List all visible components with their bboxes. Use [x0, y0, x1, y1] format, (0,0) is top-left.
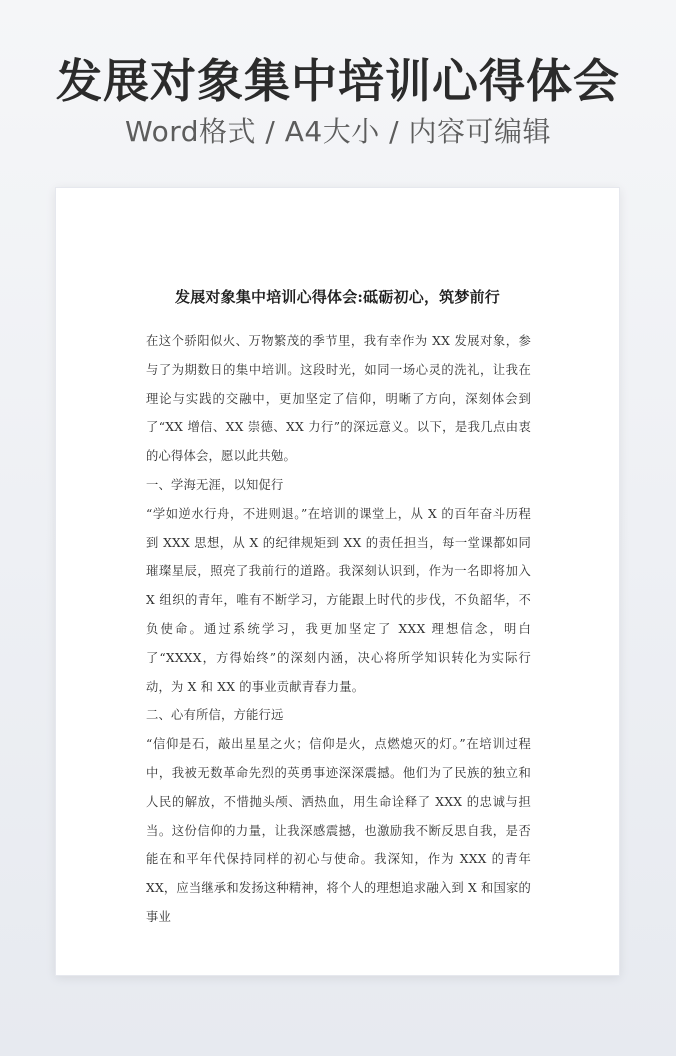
document-page	[55, 187, 620, 976]
document-body	[146, 327, 531, 932]
document-paragraph: 在这个骄阳似火、万物繁茂的季节里，我有幸作为 XX 发展对象，参与了为期数日的集中培训。这段时光，如同一场心灵的洗礼，让我在理论与实践的交融中，更加坚定了信仰，明晰了方向，深刻体会到了“XX 增信、XX 崇德、XX 力行”的深远意义。以下，是我几点由衷的心得体会，愿以此共勉。	[146, 334, 531, 464]
document-title: 发展对象集中培训心得体会:砥砺初心，筑梦前行	[175, 288, 500, 306]
hero-subtitle: Word格式 / A4大小 / 内容可编辑	[125, 115, 551, 148]
document-paragraph: “信仰是石，敲出星星之火；信仰是火，点燃熄灭的灯。”在培训过程中，我被无数革命先烈的英勇事迹深深震撼。他们为了民族的独立和人民的解放，不惜抛头颅、洒热血，用生命诠释了 XXX 的忠诚与担当。这份信仰的力量，让我深感震撼，也激励我不断反思自我，是否能在和平年代保持同样的初心与使命。我深知，作为 XXX 的青年 XX，应当继承和发扬这种精神，将个人的理想追求融入到 X 和国家的事业	[146, 737, 531, 924]
section-heading: 二、心有所信，方能行远	[146, 708, 284, 723]
section-heading: 一、学海无涯，以知促行	[146, 477, 284, 492]
document-paragraph: “学如逆水行舟，不进则退。”在培训的课堂上，从 X 的百年奋斗历程到 XXX 思想，从 X 的纪律规矩到 XX 的责任担当，每一堂课都如同璀璨星辰，照亮了我前行的道路。我深刻认识到，作为一名即将加入 X 组织的青年，唯有不断学习，方能跟上时代的步伐，不负韶华，不负使命。通过系统学习，我更加坚定了 XXX 理想信念，明白了“XXXX，方得始终”的深刻内涵，决心将所学知识转化为实际行动，为 X 和 XX 的事业贡献青春力量。	[146, 506, 531, 694]
hero-title: 发展对象集中培训心得体会	[56, 54, 620, 108]
